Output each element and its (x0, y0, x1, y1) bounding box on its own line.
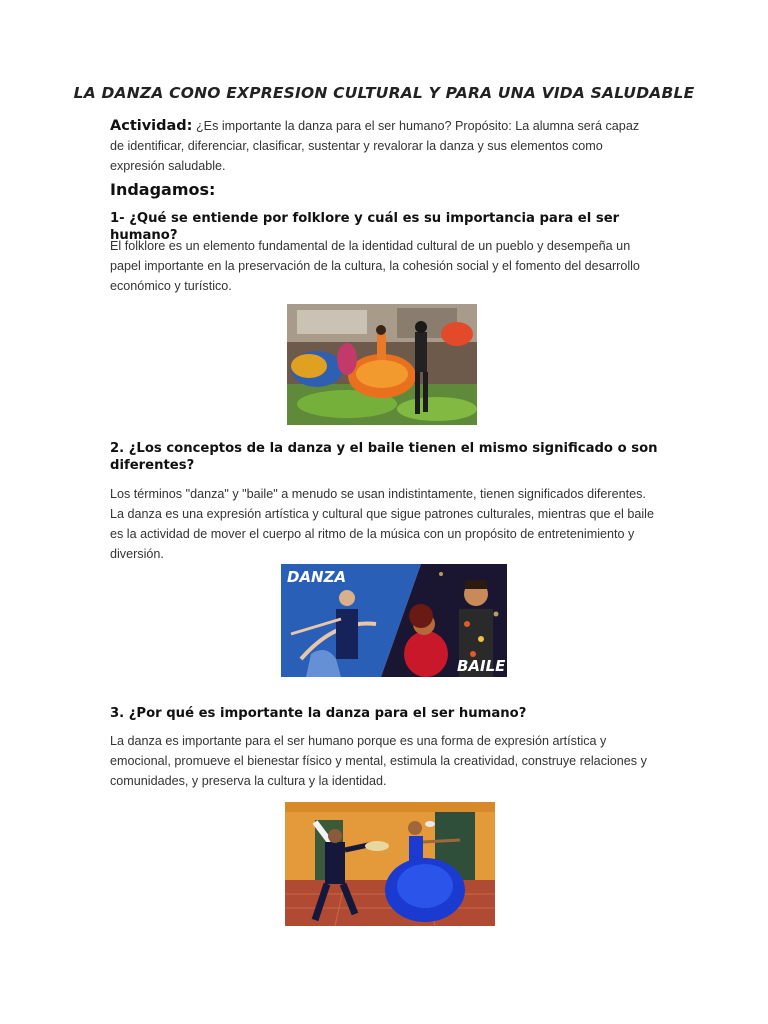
actividad-label: Actividad: (110, 118, 193, 134)
indagamos-heading: Indagamos: (110, 180, 216, 199)
page-title: LA DANZA CONO EXPRESION CULTURAL Y PARA UNA VIDA SALUDABLE (73, 84, 695, 102)
image-label-baile: BAILE (457, 657, 506, 675)
question-1: 1- ¿Qué se entiende por folklore y cuál es su importancia para el ser humano? (110, 211, 620, 243)
folklore-dance-photo (287, 304, 477, 425)
marinera-dance-photo (285, 802, 495, 926)
danza-baile-photo (281, 564, 507, 677)
actividad-text: ¿Es importante la danza para el ser humano? Propósito: La alumna será capaz de identificar, diferenciar, clasificar, sustentar y revalorar la danza y sus elementos como expresión saludable. (110, 119, 640, 173)
answer-1: El folklore es un elemento fundamental de la identidad cultural de un pueblo y desempeña un papel importante en la preservación de la cultura, la cohesión social y el fomento del desarrollo económico y turístico. (110, 239, 640, 293)
question-2: 2. ¿Los conceptos de la danza y el baile tienen el mismo significado o son diferentes? (110, 441, 658, 473)
question-3: 3. ¿Por qué es importante la danza para el ser humano? (110, 706, 527, 721)
answer-3: La danza es importante para el ser humano porque es una forma de expresión artística y emocional, promueve el bienestar físico y mental, estimula la creatividad, construye relaciones y comunidades, y preserva la cultura y la identidad. (110, 734, 647, 788)
answer-2: Los términos "danza" y "baile" a menudo se usan indistintamente, tienen significados diferentes. La danza es una expresión artística y cultural que sigue patrones culturales, mientras que el baile es la actividad de mover el cuerpo al ritmo de la música con un propósito de entretenimiento y diversión. (110, 487, 654, 561)
actividad-paragraph (110, 116, 655, 176)
image-label-danza: DANZA (287, 568, 347, 586)
